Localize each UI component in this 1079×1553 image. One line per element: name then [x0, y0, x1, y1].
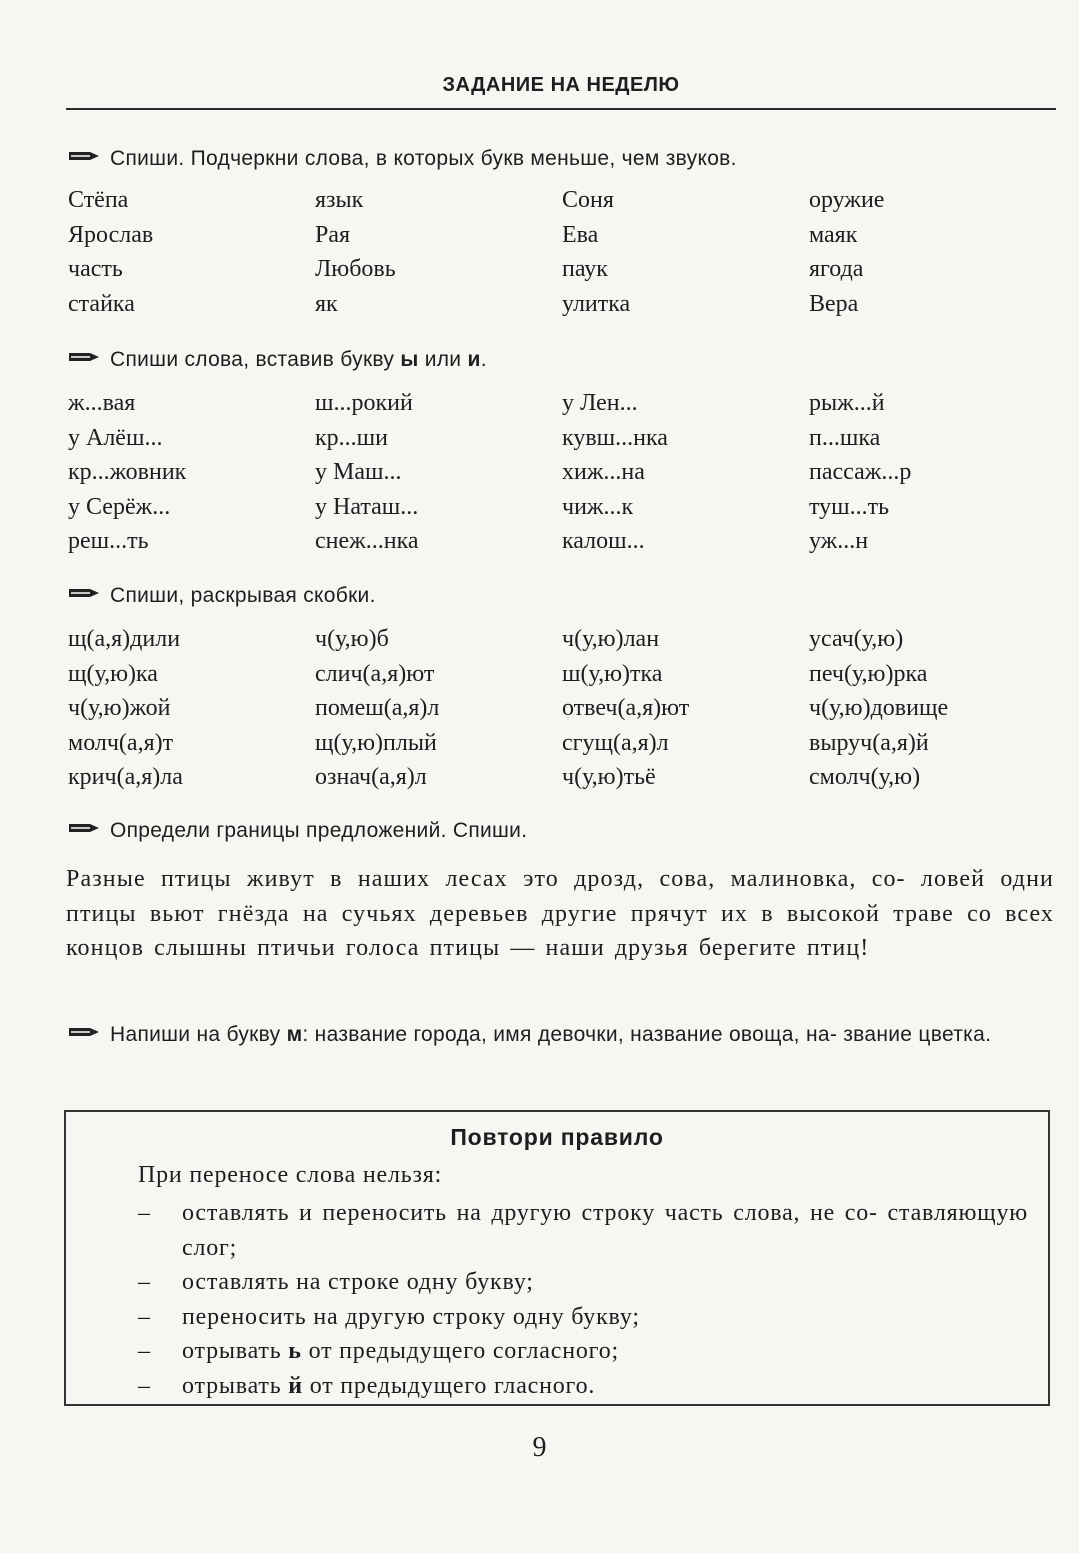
pencil-icon — [68, 343, 102, 373]
word: Ярослав — [68, 221, 154, 248]
page-header: ЗАДАНИЕ НА НЕДЕЛЮ — [442, 74, 680, 96]
word: Вера — [809, 290, 859, 317]
word: сгущ(а,я)л — [562, 729, 669, 756]
dash-bullet: – — [138, 1200, 151, 1226]
word: п...шка — [809, 424, 881, 451]
task-2-end: . — [480, 348, 487, 371]
rule-item — [138, 1369, 1028, 1404]
header-divider — [66, 108, 1056, 110]
letter-i: и — [467, 348, 481, 371]
grid-words-3 — [68, 626, 1058, 799]
rule-intro: При переносе слова нельзя: — [138, 1162, 443, 1188]
word: кр...ши — [315, 424, 388, 451]
word: реш...ть — [68, 528, 149, 554]
dash-bullet: – — [138, 1303, 151, 1330]
word: кр...жовник — [68, 459, 187, 485]
task-3-text: Спиши, раскрывая скобки. — [110, 584, 376, 607]
word: як — [315, 290, 338, 317]
word: крич(а,я)ла — [68, 764, 183, 790]
word: у Лен... — [562, 390, 638, 416]
grid-row — [68, 626, 1058, 661]
word: часть — [68, 256, 123, 282]
word: ш(у,ю)тка — [562, 660, 663, 687]
word: у Наташ... — [315, 493, 419, 520]
word: паук — [562, 256, 608, 282]
word: ч(у,ю)лан — [562, 626, 660, 652]
word: Рая — [315, 221, 351, 248]
task-2-or: или — [418, 348, 468, 371]
grid-row — [68, 528, 1058, 563]
grid-row — [68, 222, 1058, 257]
word: ж...вая — [68, 390, 136, 416]
task-1 — [68, 144, 1058, 174]
rule-item-text: от предыдущего гласного. — [302, 1372, 596, 1399]
rule-item-text: оставлять на строке одну букву; — [182, 1269, 534, 1295]
word: щ(а,я)дили — [68, 626, 181, 652]
word: Соня — [562, 187, 614, 213]
grid-row — [68, 390, 1058, 425]
grid-row — [68, 730, 1058, 765]
dash-bullet: – — [138, 1372, 151, 1399]
word: оружие — [809, 187, 885, 213]
soft-sign-letter: ь — [288, 1338, 302, 1364]
word: слич(а,я)ют — [315, 660, 435, 687]
task-2 — [68, 345, 1058, 375]
word: кувш...нка — [562, 424, 668, 451]
task-2-text: Спиши слова, вставив букву — [110, 348, 401, 371]
pencil-icon — [68, 814, 102, 844]
word: означ(а,я)л — [315, 764, 427, 790]
task-4-text: Определи границы предложений. Спиши. — [110, 819, 528, 842]
task-4 — [68, 816, 1058, 846]
rule-item — [138, 1265, 1028, 1300]
word: печ(у,ю)рка — [809, 660, 928, 687]
grid-row — [68, 256, 1058, 291]
sentence-paragraph: Разные птицы живут в наших лесах это дрозд, сова, малиновка, со- ловей одни птицы вьют гнёзда на сучьях деревьев другие прячут их в высокой траве со всех концов слышны птичьи голоса птицы — наши друзья берегите птиц! — [66, 866, 1054, 961]
word: ш...рокий — [315, 390, 413, 416]
task-1-text: Спиши. Подчеркни слова, в которых букв меньше, чем звуков. — [110, 147, 737, 170]
task-3 — [68, 581, 1058, 611]
word: уж...н — [809, 528, 869, 554]
word: калош... — [562, 528, 645, 554]
pencil-icon — [68, 142, 102, 172]
word: язык — [315, 187, 364, 213]
word: маяк — [809, 221, 858, 248]
rule-box — [64, 1110, 1050, 1406]
short-i-letter: й — [288, 1372, 303, 1399]
task-5 — [68, 1020, 1054, 1050]
word: у Маш... — [315, 459, 402, 485]
grid-words-1 — [68, 187, 1058, 325]
word: ягода — [809, 256, 864, 282]
word: ч(у,ю)жой — [68, 695, 171, 721]
word: ч(у,ю)довище — [809, 695, 949, 721]
word: хиж...на — [562, 459, 645, 485]
rule-list — [138, 1196, 1028, 1403]
grid-row — [68, 187, 1058, 222]
rule-item-text: отрывать — [182, 1338, 289, 1364]
pencil-icon — [68, 1018, 102, 1048]
page-number: 9 — [532, 1432, 547, 1463]
grid-row — [68, 425, 1058, 460]
rule-item — [138, 1300, 1028, 1335]
grid-row — [68, 695, 1058, 730]
word: туш...ть — [809, 493, 890, 520]
dash-bullet: – — [138, 1269, 151, 1295]
word: Ева — [562, 221, 599, 248]
rule-item-text: отрывать — [182, 1372, 289, 1399]
word: улитка — [562, 290, 631, 317]
word: снеж...нка — [315, 528, 419, 554]
word: выруч(а,я)й — [809, 729, 929, 756]
word: чиж...к — [562, 493, 634, 520]
rule-item-text: от предыдущего согласного; — [301, 1338, 619, 1364]
word: помеш(а,я)л — [315, 695, 440, 721]
word: у Алёш... — [68, 424, 163, 451]
task-5-rest: : название города, имя девочки, название овоща, на- звание цветка. — [302, 1023, 992, 1046]
word: рыж...й — [809, 390, 885, 416]
word: молч(а,я)т — [68, 729, 174, 756]
grid-row — [68, 764, 1058, 799]
word: щ(у,ю)ка — [68, 660, 158, 687]
word: усач(у,ю) — [809, 626, 904, 652]
word: пассаж...р — [809, 459, 912, 485]
letter-m: м — [286, 1023, 303, 1046]
word: смолч(у,ю) — [809, 764, 921, 790]
word: у Серёж... — [68, 493, 171, 520]
grid-row — [68, 661, 1058, 696]
rule-item — [138, 1334, 1028, 1369]
word: ч(у,ю)тьё — [562, 764, 656, 790]
word: ч(у,ю)б — [315, 626, 389, 652]
dash-bullet: – — [138, 1338, 151, 1364]
grid-row — [68, 494, 1058, 529]
word: Любовь — [315, 256, 396, 282]
word: отвеч(а,я)ют — [562, 695, 690, 721]
word: щ(у,ю)плый — [315, 729, 437, 756]
grid-row — [68, 459, 1058, 494]
word: стайка — [68, 290, 135, 317]
pencil-icon — [68, 579, 102, 609]
rule-item-text: переносить на другую строку одну букву; — [182, 1303, 640, 1330]
task-5-text: Напиши на букву — [110, 1023, 287, 1046]
rule-item-text: оставлять и переносить на другую строку часть слова, не со- ставляющую слог; — [182, 1200, 1028, 1261]
grid-words-2 — [68, 390, 1058, 563]
word: Стёпа — [68, 187, 129, 213]
letter-y: ы — [400, 348, 419, 371]
grid-row — [68, 291, 1058, 326]
rule-item — [138, 1196, 1028, 1265]
rule-title: Повтори правило — [450, 1124, 664, 1150]
